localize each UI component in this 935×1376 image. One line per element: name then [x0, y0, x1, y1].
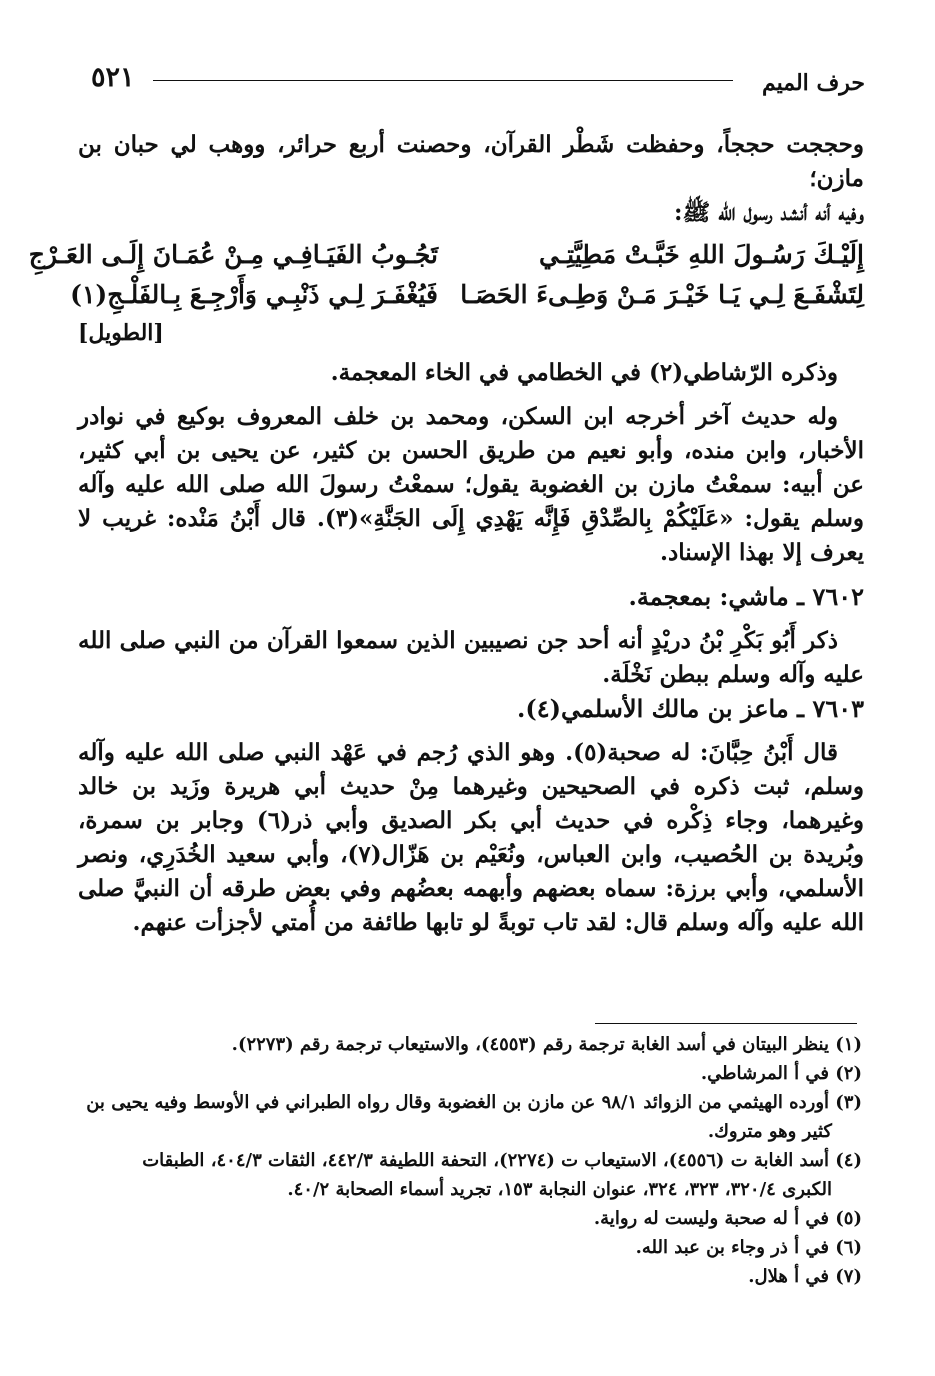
poem-hemistich: إِلَيْـكَ رَسُـولَ اللهِ خَبَّـتْ مَطِيَّتِـي: [539, 240, 864, 269]
page-number: ٥٢١: [91, 62, 135, 93]
paragraph: وذكره الرّشاطي(٢) في الخطامي في الخاء المعجمة.: [330, 359, 838, 386]
running-title: حرف الميم: [761, 70, 865, 96]
paragraph: وحججت حججاً، وحفظت شَطْر القرآن، وحصنت أربع حرائر، ووهب لي حبان بن مازن؛: [78, 131, 864, 192]
paragraph: وفيه أنه أنشد رسول الله ﷺ:: [674, 199, 864, 226]
footnote: (٦) في أ ذر وجاء بن عبد الله.: [635, 1237, 862, 1258]
footnote: (٢) في أ المرشاطي.: [700, 1063, 862, 1084]
footnote-continuation: الكبرى ٣٢٠/٤، ٣٢٣، ٣٢٤، عنوان النجابة ١٥٣، تجريد أسماء الصحابة ٤٠/٢.: [287, 1179, 832, 1200]
footnote-rule: [595, 1023, 857, 1024]
poem-meter: [الطويل]: [78, 320, 164, 346]
footnote: (٤) أسد الغابة ت (٤٥٥٦)، الاستيعاب ت (٢٢٧٤)، التحفة اللطيفة ٤٤٢/٣، الثقات ٤٠٤/٣، الطبقات: [142, 1150, 862, 1171]
entry-heading: ٧٦٠٢ ـ ماشي: بمعجمة.: [628, 582, 864, 611]
footnote-continuation: كثير وهو متروك.: [707, 1121, 832, 1142]
entry-heading: ٧٦٠٣ ـ ماعز بن مالك الأسلمي(٤).: [516, 694, 864, 723]
footnote: (٣) أورده الهيثمي من الزوائد ٩٨/١ عن مازن بن الغضوبة وقال رواه الطبراني في الأوسط وفيه يحيى بن: [86, 1092, 862, 1113]
poem-hemistich: تَجُـوبُ الفَيَـافِـي مِـنْ عُمَـانَ إِلَـى العَـرْجِ: [28, 240, 438, 269]
paragraph: قال أَبْنُ حِبَّانَ: له صحبة(٥). وهو الذي رُجم في عَهْد النبي صلى الله عليه وآله وسلم، ثبت ذكره في الصحيحين وغيرهما مِنْ حديث أبي هريرة وزَيد بن خالد وغيرهما، وجاء ذِكْره في حديث أبي بكر الصديق وأبي ذر(٦) وجابر بن سمرة، وبُريدة بن الحُصيب، وابن العباس، ونُعَيْم بن هَزّال(٧)، وأبي سعيد الخُدَرِي، ونصر الأسلمي، وأبي برزة: سماه بعضهم وأبهمه بعضُهم وفي بعض طرقه أن النبيَّ صلى الله عليه وآله وسلم قال: لقد تاب توبةً لو تابها طائفة من أُمتي لأجزأت عنهم.: [78, 739, 865, 936]
footnotes: [80, 1030, 862, 1291]
paragraph: ذكر أَبُو بَكْرِ بْنُ دريْدٍ أنه أحد جن نصيبين الذين سمعوا القرآن من النبي صلى الله عليه وآله وسلم ببطن نَخْلَة.: [78, 627, 864, 688]
poem-hemistich: لِتَشْفَـعَ لِـي يَـا خَيْـرَ مَـنْ وَطِـىءَ الحَصَـا: [460, 280, 864, 309]
main-text: [28, 128, 865, 940]
footnote: (٧) في أ هلال.: [748, 1266, 862, 1287]
poem-hemistich: فَيُغْفَـرَ لِـي ذَنْبِـي وَأَرْجِـعَ بِـالفَلْـجِ(١): [70, 280, 438, 309]
poem: [28, 240, 864, 318]
footnote: (١) ينظر البيتان في أسد الغابة ترجمة رقم (٤٥٥٣)، والاستيعاب ترجمة رقم (٢٢٧٣).: [231, 1034, 862, 1055]
footnote: (٥) في أ له صحبة وليست له رواية.: [593, 1208, 862, 1229]
paragraph: وله حديث آخر أخرجه ابن السكن، ومحمد بن خلف المعروف بوكيع في نوادر الأخبار، وابن منده، وأبو نعيم من طريق الحسن بن كثير، عن يحيى بن أبي كثير، عن أبيه: سمعْتُ مازن بن الغضوبة يقول؛ سمعْتُ رسولَ الله صلى الله عليه وآله وسلم يقول: «عَلَيْكُمْ بِالصِّدْقِ فَإِنَّه يَهْدِي إِلَى الجَنَّةِ»(٣). قال أَبْنُ مَنْده: غريب لا يعرف إلا بهذا الإسناد.: [78, 403, 864, 566]
header-rule: [153, 80, 733, 81]
running-head: [85, 60, 865, 100]
